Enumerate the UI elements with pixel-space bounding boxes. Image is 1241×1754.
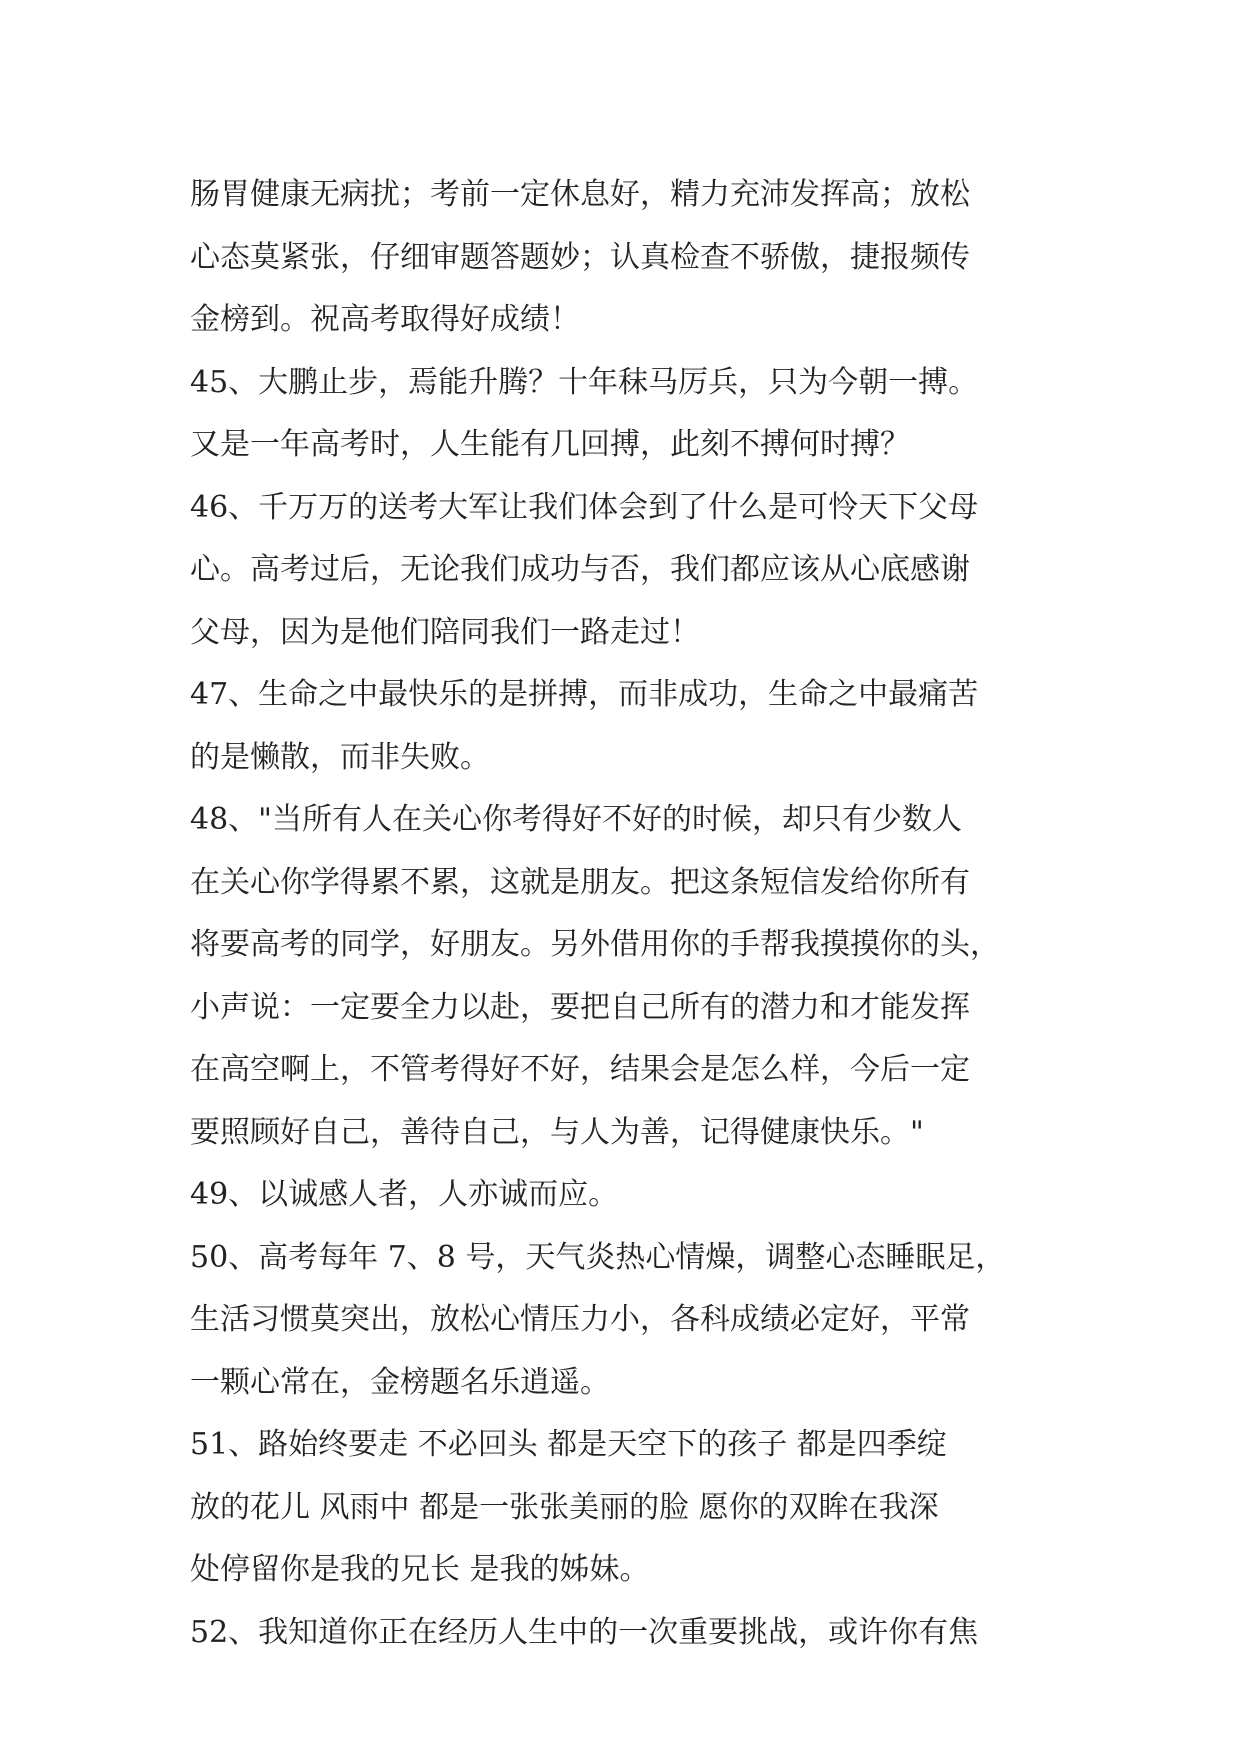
text-line: 心。高考过后，无论我们成功与否，我们都应该从心底感谢	[190, 552, 970, 587]
text-line: 在关心你学得累不累，这就是朋友。把这条短信发给你所有	[190, 864, 970, 900]
text-line: 45、大鹏止步，焉能升腾？十年秣马厉兵，只为今朝一搏。	[190, 364, 979, 400]
text-line: 心态莫紧张，仔细审题答题妙；认真检查不骄傲，捷报频传	[190, 239, 970, 275]
text-line: 49、以诚感人者，人亦诚而应。	[190, 1177, 619, 1212]
text-line: 52、我知道你正在经历人生中的一次重要挑战，或许你有焦	[190, 1614, 979, 1650]
text-line: 在高空啊上，不管考得好不好，结果会是怎么样，今后一定	[190, 1052, 970, 1087]
text-line: 又是一年高考时，人生能有几回搏，此刻不搏何时搏？	[190, 427, 910, 462]
text-line: 金榜到。祝高考取得好成绩！	[190, 302, 580, 337]
text-line: 处停留你是我的兄长 是我的姊妹。	[190, 1552, 650, 1587]
text-line: 放的花儿 风雨中 都是一张张美丽的脸 愿你的双眸在我深	[190, 1489, 939, 1525]
text-line: 的是懒散，而非失败。	[190, 739, 490, 775]
text-line: 要照顾好自己，善待自己，与人为善，记得健康快乐。"	[190, 1114, 924, 1150]
text-line: 50、高考每年 7、8 号，天气炎热心情燥，调整心态睡眠足，	[190, 1239, 1006, 1275]
text-line: 一颗心常在，金榜题名乐逍遥。	[190, 1364, 610, 1400]
text-line: 46、千万万的送考大军让我们体会到了什么是可怜天下父母	[190, 489, 979, 525]
text-line: 生活习惯莫突出，放松心情压力小，各科成绩必定好，平常	[190, 1302, 970, 1337]
text-line: 小声说：一定要全力以赴，要把自己所有的潜力和才能发挥	[190, 989, 970, 1025]
text-line: 48、"当所有人在关心你考得好不好的时候，却只有少数人	[190, 802, 962, 837]
document-body	[190, 164, 1070, 1664]
text-line: 47、生命之中最快乐的是拼搏，而非成功，生命之中最痛苦	[190, 677, 979, 712]
text-line: 父母，因为是他们陪同我们一路走过！	[190, 614, 700, 650]
text-line: 51、路始终要走 不必回头 都是天空下的孩子 都是四季绽	[190, 1427, 947, 1462]
text-line: 将要高考的同学，好朋友。另外借用你的手帮我摸摸你的头，	[190, 927, 1000, 962]
text-line: 肠胃健康无病扰；考前一定休息好，精力充沛发挥高；放松	[190, 177, 970, 212]
